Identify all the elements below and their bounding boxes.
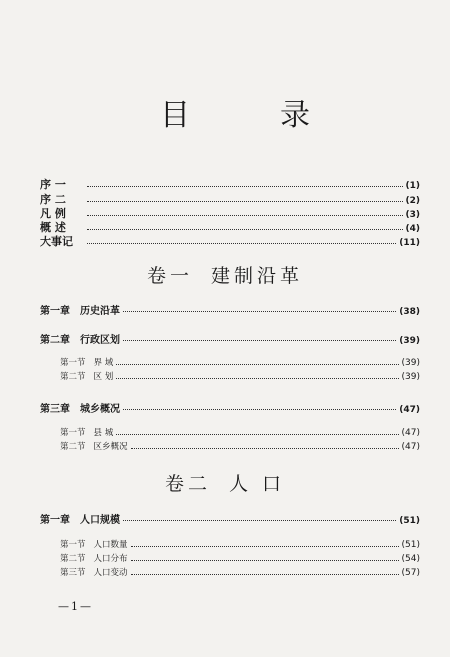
page-number: (4) — [405, 224, 420, 234]
page-number: (47) — [401, 442, 420, 452]
section-number: 第一节 — [60, 428, 86, 438]
volume-title: 建制沿革 — [211, 265, 304, 287]
section-title: 区乡概况 — [93, 442, 128, 452]
chapter-title: 历史沿革 — [80, 306, 120, 317]
leader-dots — [87, 243, 396, 244]
leader-dots — [131, 546, 399, 547]
section-number: 第三节 — [60, 568, 86, 578]
volume-number: 卷二 — [164, 473, 211, 495]
leader-dots — [116, 378, 398, 379]
volume-title: 人 口 — [228, 473, 286, 495]
page-number: (3) — [405, 210, 420, 220]
toc-entry-chronicle[interactable] — [40, 233, 420, 249]
section-number: 第一节 — [60, 540, 86, 550]
toc-chapter[interactable] — [40, 511, 420, 526]
toc-section[interactable] — [60, 426, 420, 438]
toc-chapter[interactable] — [40, 302, 420, 317]
section-title: 人口数量 — [93, 540, 128, 550]
page-number: (11) — [399, 238, 420, 248]
chapter-number: 第一章 — [40, 306, 70, 317]
section-number: 第二节 — [60, 554, 86, 564]
page-number: (47) — [401, 428, 420, 438]
leader-dots — [131, 574, 399, 575]
toc-section[interactable] — [60, 356, 420, 368]
page-number: (39) — [401, 372, 420, 382]
entry-label: 序 一 — [40, 178, 66, 191]
entry-label: 概 述 — [40, 221, 66, 234]
leader-dots — [123, 520, 396, 521]
page-number: (47) — [399, 405, 420, 415]
leader-dots — [116, 364, 398, 365]
toc-chapter[interactable] — [40, 400, 420, 415]
title-char-2: 录 — [280, 98, 310, 133]
toc-chapter[interactable] — [40, 331, 420, 346]
toc-section[interactable] — [60, 552, 420, 564]
page-number: (39) — [399, 336, 420, 346]
volume-heading — [0, 261, 450, 288]
section-number: 第二节 — [60, 372, 86, 382]
chapter-title: 人口规模 — [80, 515, 120, 526]
section-title: 人口分布 — [93, 554, 128, 564]
page-number: (51) — [401, 540, 420, 550]
toc-section[interactable] — [60, 538, 420, 550]
leader-dots — [123, 340, 396, 341]
section-number: 第一节 — [60, 358, 86, 368]
leader-dots — [131, 448, 399, 449]
leader-dots — [116, 434, 398, 435]
leader-dots — [87, 229, 403, 230]
page-number: (54) — [401, 554, 420, 564]
volume-heading — [0, 469, 450, 496]
chapter-title: 行政区划 — [80, 335, 120, 346]
chapter-number: 第一章 — [40, 515, 70, 526]
chapter-number: 第三章 — [40, 404, 70, 415]
leader-dots — [87, 215, 403, 216]
page-number: (38) — [399, 307, 420, 317]
entry-label: 凡 例 — [40, 207, 66, 220]
leader-dots — [123, 311, 396, 312]
page-title — [160, 90, 310, 134]
chapter-title: 城乡概况 — [80, 404, 120, 415]
page-footer-number: —1— — [58, 600, 93, 613]
section-title: 界 域 — [93, 358, 114, 368]
title-char-1: 目 — [160, 98, 190, 133]
entry-label: 大事记 — [40, 235, 73, 248]
section-number: 第二节 — [60, 442, 86, 452]
page-number: (57) — [401, 568, 420, 578]
section-title: 人口变动 — [93, 568, 128, 578]
page-number: (39) — [401, 358, 420, 368]
page-number: (1) — [405, 181, 420, 191]
leader-dots — [87, 186, 403, 187]
toc-section[interactable] — [60, 440, 420, 452]
page-number: (51) — [399, 516, 420, 526]
page-number: (2) — [405, 196, 420, 206]
volume-number: 卷一 — [146, 265, 193, 287]
chapter-number: 第二章 — [40, 335, 70, 346]
leader-dots — [131, 560, 399, 561]
section-title: 区 划 — [93, 372, 114, 382]
leader-dots — [87, 201, 403, 202]
toc-section[interactable] — [60, 370, 420, 382]
toc-entry-preface-1[interactable] — [40, 176, 420, 192]
section-title: 县 城 — [93, 428, 114, 438]
entry-label: 序 二 — [40, 193, 66, 206]
leader-dots — [123, 409, 396, 410]
toc-section[interactable] — [60, 566, 420, 578]
